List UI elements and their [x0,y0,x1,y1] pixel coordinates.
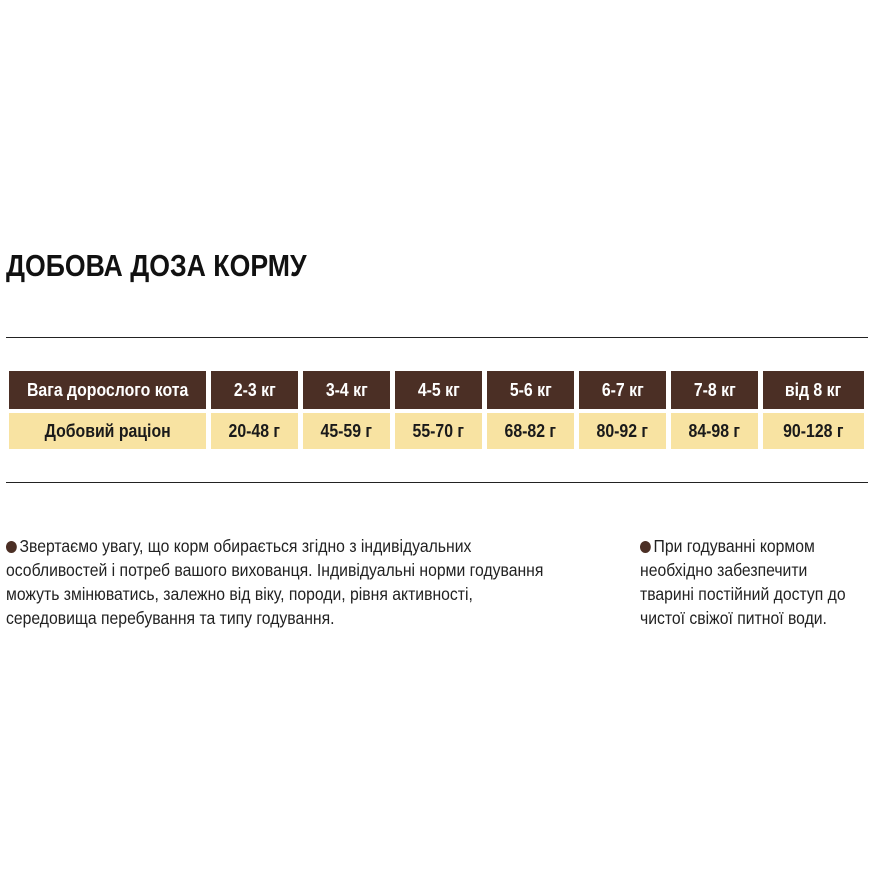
bullet-icon [6,541,17,553]
table-cell: 20-48 г [211,413,298,449]
header-cell: Вага дорослого кота [9,371,206,409]
header-cell: 6-7 кг [579,371,666,409]
table-cell: 84-98 г [671,413,758,449]
header-cell: 7-8 кг [671,371,758,409]
bullet-icon [640,541,651,553]
table-cell: 90-128 г [763,413,864,449]
header-cell: 5-6 кг [487,371,574,409]
header-cell: 2-3 кг [211,371,298,409]
table-row [9,413,864,449]
header-cell: 3-4 кг [303,371,390,409]
table-cell: 55-70 г [395,413,482,449]
table-cell: 45-59 г [303,413,390,449]
table-cell: 68-82 г [487,413,574,449]
header-cell: від 8 кг [763,371,864,409]
note-left: Звертаємо увагу, що корм обирається згідно з індивідуальних особливостей і потреб вашого вихованця. Індивідуальні норми годування можуть змінюватись, залежно від віку, породи, рівня активності, середовища перебування та типу годування. [6,536,544,628]
page-title: ДОБОВА ДОЗА КОРМУ [6,248,307,283]
table-cell: 80-92 г [579,413,666,449]
divider-bottom [6,482,868,483]
table-cell: Добовий раціон [9,413,206,449]
note-right: При годуванні кормом необхідно забезпечити тварині постійний доступ до чистої свіжої питної води. [640,536,846,628]
divider-top [6,337,868,338]
table-header-row [9,371,864,409]
header-cell: 4-5 кг [395,371,482,409]
